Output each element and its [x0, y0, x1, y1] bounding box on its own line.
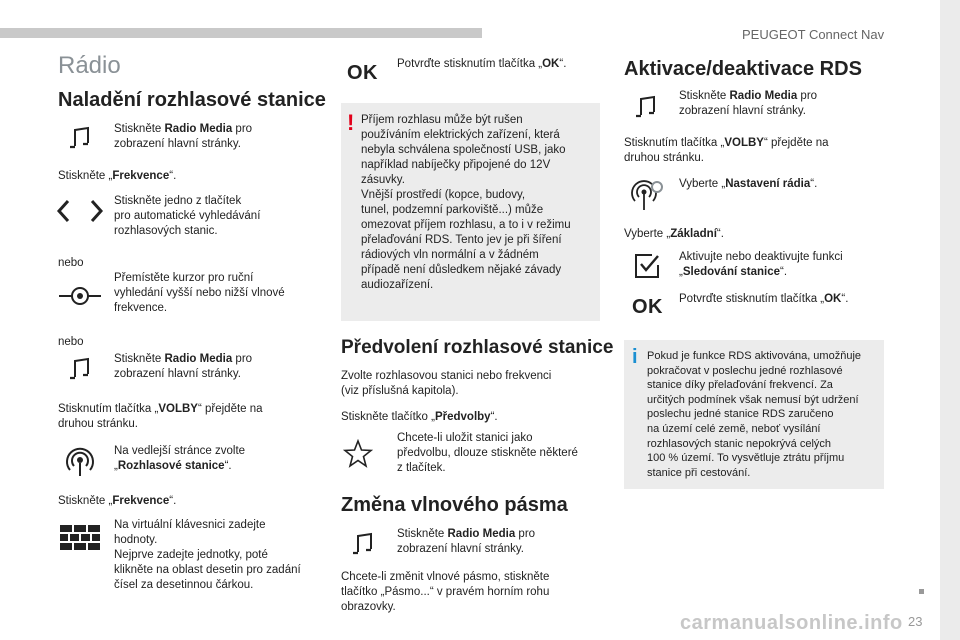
para-frekvence-2: Stiskněte „Frekvence“. — [58, 495, 177, 507]
step-confirm-ok-1: Potvrďte stisknutím tlačítka „OK“. — [397, 58, 567, 70]
heading-band: Změna vlnového pásma — [341, 494, 568, 516]
radio-station-icon — [64, 446, 96, 478]
section-title: Rádio — [58, 52, 121, 79]
step-radio-media-3: Stiskněte Radio Media pro zobrazení hlavní stránky. — [397, 528, 536, 555]
ok-icon: OK — [347, 62, 378, 84]
checkbox-icon — [634, 253, 660, 279]
step-manual-search: Přemístěte kurzor pro ruční vyhledání vyšší nebo nižší vlnové frekvence. — [114, 272, 285, 314]
para-select-station: Zvolte rozhlasovou stanici nebo frekvenci (viz příslušná kapitola). — [341, 370, 552, 397]
step-radio-media-2: Stiskněte Radio Media pro zobrazení hlavní stránky. — [114, 353, 253, 380]
step-auto-search: Stiskněte jedno z tlačítek pro automatické vyhledávání rozhlasových stanic. — [114, 195, 261, 237]
step-radio-media-1: Stiskněte Radio Media pro zobrazení hlavní stránky. — [114, 123, 253, 150]
keypad-icon — [59, 524, 101, 552]
para-presets-button: Stiskněte tlačítko „Předvolby“. — [341, 411, 498, 423]
music-note-icon — [349, 530, 377, 558]
heading-rds: Aktivace/deaktivace RDS — [624, 58, 862, 80]
tuning-cursor-icon — [57, 282, 103, 310]
para-frekvence-1: Stiskněte „Frekvence“. — [58, 170, 177, 182]
music-note-icon — [632, 93, 660, 121]
step-radio-media-4: Stiskněte Radio Media pro zobrazení hlavní stránky. — [679, 90, 818, 117]
ok-icon: OK — [632, 296, 663, 318]
step-confirm-ok-2: Potvrďte stisknutím tlačítka „OK“. — [679, 293, 849, 305]
header-title: PEUGEOT Connect Nav — [742, 27, 885, 42]
info-text: Pokud je funkce RDS aktivována, umožňuje pokračovat v poslechu jedné rozhlasové stanice díky přelaďování frekvencí. Za určitých podmínek však nemusí být udržení poslechu jedné stanice RDS zaručeno na území celé země, neboť vysílání rozhlasových stanic nepokrývá celých 100 % území. To vysvětluje ztrátu příjmu stanice při cestování. — [647, 350, 862, 479]
heading-tuning: Naladění rozhlasové stanice — [58, 89, 326, 111]
music-note-icon — [66, 355, 94, 383]
top-bar — [0, 28, 482, 38]
step-radio-stations: Na vedlejší stránce zvolte „Rozhlasové stanice“. — [114, 445, 246, 472]
heading-presets: Předvolení rozhlasové stanice — [341, 337, 614, 358]
para-volby-2: Stisknutím tlačítka „VOLBY“ přejděte na druhou stránku. — [624, 137, 829, 164]
para-basic: Vyberte „Základní“. — [624, 228, 724, 240]
warning-text: Příjem rozhlasu může být rušen používáním elektrických zařízení, která nebyla schválena společností USB, jako například nabíječky připojené do 12V zásuvky. Vnější prostředí (kopce, budovy, tunel, podzemní parkoviště...) může omezovat příjem rozhlasu, a to i v režimu přelaďování RDS. Tento jev je při šíření rádiových vln normální a v žádném případě není důsledkem nějaké závady audiozařízení. — [361, 114, 571, 291]
para-change-band: Chcete-li změnit vlnové pásmo, stiskněte tlačítko „Pásmo...“ v pravém horním rohu obrazovky. — [341, 571, 550, 613]
side-strip — [940, 0, 960, 640]
step-save-preset: Chcete-li uložit stanici jako předvolbu, dlouze stiskněte některé z tlačítek. — [397, 432, 578, 474]
step-station-tracking: Aktivujte nebo deaktivujte funkci „Sledování stanice“. — [679, 251, 843, 278]
para-volby-1: Stisknutím tlačítka „VOLBY“ přejděte na druhou stránku. — [58, 403, 263, 430]
step-virtual-keyboard: Na virtuální klávesnici zadejte hodnoty. Nejprve zadejte jednotky, poté klikněte na oblast desetin pro zadání čísel za desetinnou čárkou. — [114, 519, 301, 591]
or-text-2: nebo — [58, 336, 84, 348]
radio-settings-icon — [630, 178, 666, 212]
warning-icon: ! — [347, 110, 355, 135]
music-note-icon — [66, 124, 94, 152]
watermark: carmanualsonline.info — [680, 612, 903, 634]
chevron-left-right-icon — [55, 199, 105, 223]
or-text-1: nebo — [58, 257, 84, 269]
star-icon — [343, 439, 373, 469]
info-icon: i — [632, 346, 638, 368]
page-marker — [919, 589, 924, 594]
step-radio-settings: Vyberte „Nastavení rádia“. — [679, 178, 818, 190]
page-number: 23 — [908, 614, 923, 629]
